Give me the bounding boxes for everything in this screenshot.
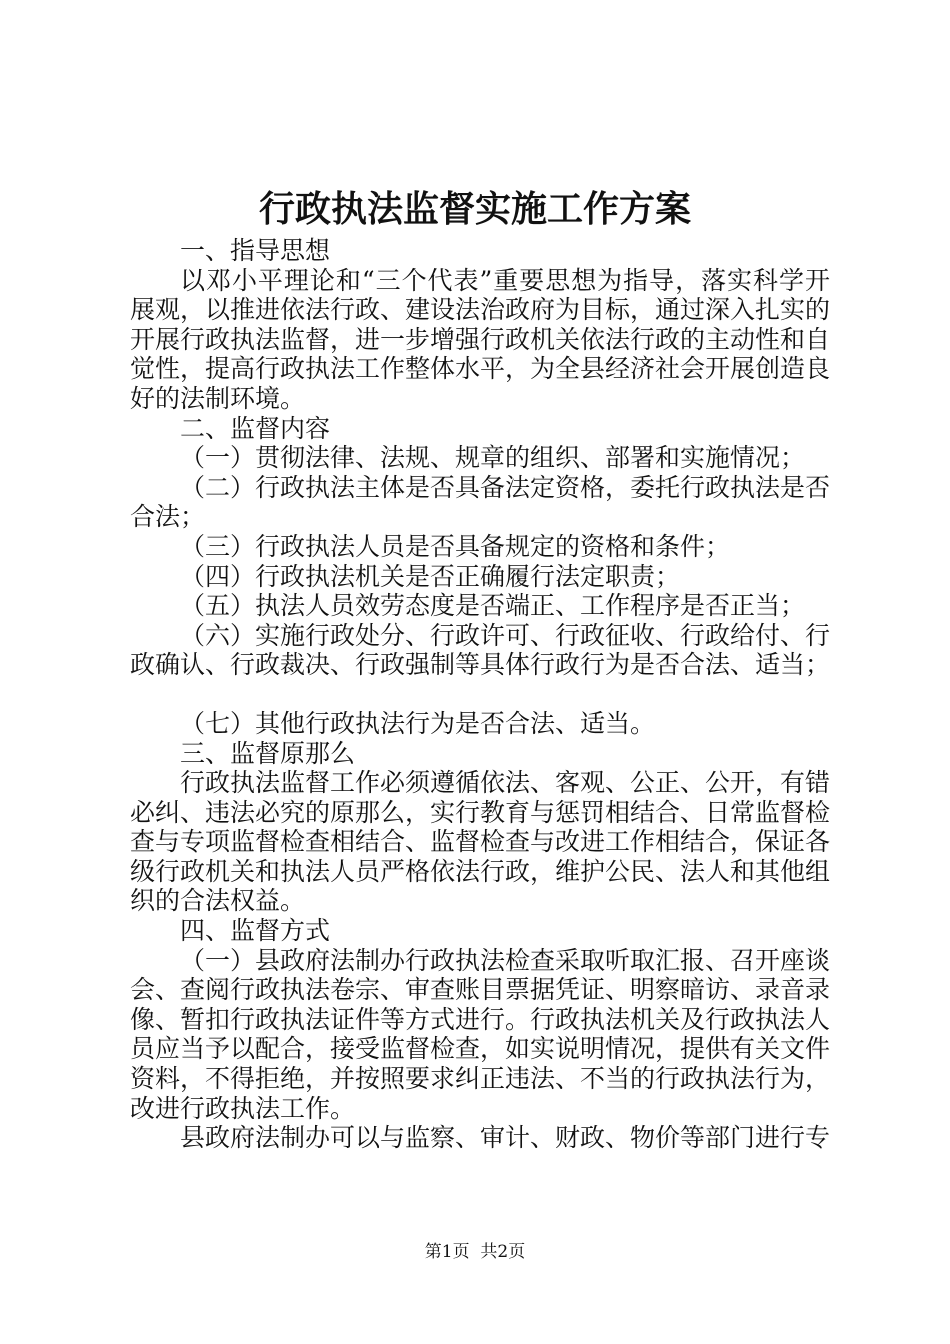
page-number-label: 第1页 共2页 [424, 1242, 526, 1262]
section-heading-supervision-methods: 四、监督方式 [180, 916, 331, 946]
list-item-content-4: （四）行政执法机关是否正确履行法定职责； [180, 561, 681, 591]
list-item-content-2: （二）行政执法主体是否具备法定资格，委托行政执法是否合法； [130, 472, 831, 532]
list-item-content-7: （七）其他行政执法行为是否合法、适当。 [180, 708, 656, 738]
paragraph-guiding-ideology: 以邓小平理论和“三个代表”重要思想为指导，落实科学开展观，以推进依法行政、建设法治政府为目标，通过深入扎实的开展行政执法监督，进一步增强行政机关依法行政的主动性和自觉性，提高行政执法工作整体水平，为全县经济社会开展创造良好的法制环境。 [130, 265, 831, 413]
list-item-content-1: （一）贯彻法律、法规、规章的组织、部署和实施情况； [180, 443, 806, 473]
section-heading-supervision-content: 二、监督内容 [180, 413, 331, 443]
paragraph-supervision-principles: 行政执法监督工作必须遵循依法、客观、公正、公开，有错必纠、违法必究的原那么，实行教育与惩罚相结合、日常监督检查与专项监督检查相结合、监督检查与改进工作相结合，保证各级行政机关和执法人员严格依法行政，维护公民、法人和其他组织的合法权益。 [130, 768, 831, 916]
page-number-footer [0, 1240, 950, 1264]
paragraph-supervision-methods-1: （一）县政府法制办行政执法检查采取听取汇报、召开座谈会、查阅行政执法卷宗、审查账目票据凭证、明察暗访、录音录像、暂扣行政执法证件等方式进行。行政执法机关及行政执法人员应当予以配合，接受监督检查，如实说明情况，提供有关文件资料，不得拒绝，并按照要求纠正违法、不当的行政执法行为，改进行政执法工作。 [130, 945, 831, 1123]
list-item-content-5: （五）执法人员效劳态度是否端正、工作程序是否正当； [180, 591, 806, 621]
paragraph-supervision-methods-2: 县政府法制办可以与监察、审计、财政、物价等部门进行专 [180, 1123, 831, 1153]
section-heading-supervision-principles: 三、监督原那么 [180, 738, 356, 768]
document-body [130, 236, 830, 1153]
paragraph-gap [130, 680, 830, 709]
document-title: 行政执法监督实施工作方案 [258, 188, 691, 230]
list-item-content-6: （六）实施行政处分、行政许可、行政征收、行政给付、行政确认、行政裁决、行政强制等具体行政行为是否合法、适当； [130, 620, 831, 680]
section-heading-guiding-ideology: 一、指导思想 [180, 236, 331, 265]
list-item-content-3: （三）行政执法人员是否具备规定的资格和条件； [180, 531, 731, 561]
